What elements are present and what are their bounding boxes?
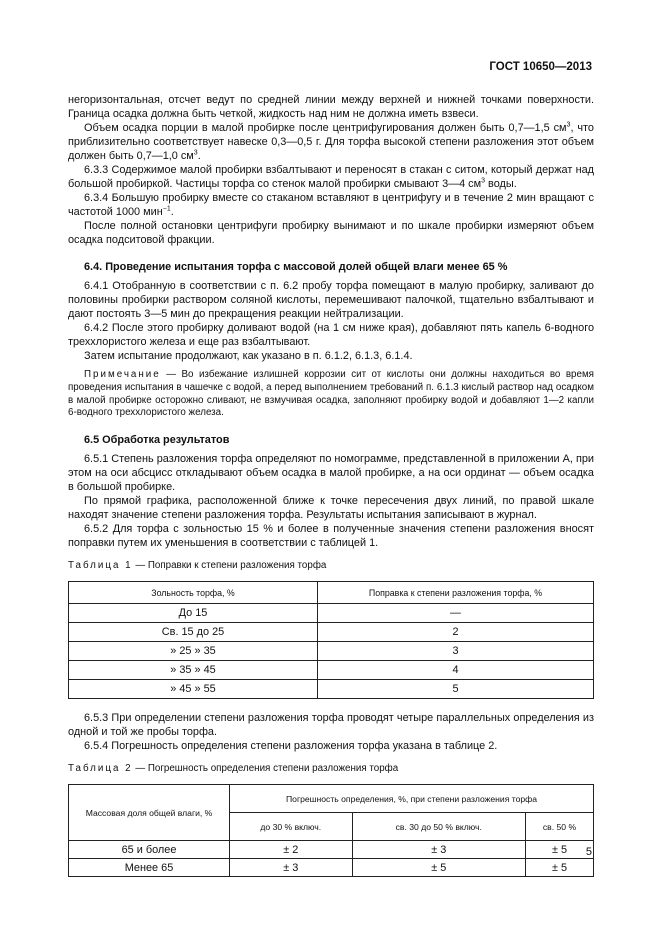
table-row — [69, 604, 594, 623]
table-row — [69, 642, 594, 661]
cell: До 15 — [69, 604, 318, 623]
table2-header-sub2: св. 30 до 50 % включ. — [352, 813, 525, 841]
document-body — [68, 93, 594, 877]
section-heading: 6.5 Обработка результатов — [84, 434, 230, 447]
paragraph: После полной остановки центрифуги пробирку вынимают и по шкале пробирки измеряют объем осадка подситовой фракции. — [68, 220, 594, 246]
paragraph: 6.5.2 Для торфа с зольностью 15 % и более в полученные значения степени разложения вносят поправки путем их уменьшения в соответствии с таблицей 1. — [68, 523, 594, 550]
paragraph: 6.4.2 После этого пробирку доливают водой (на 1 см ниже края), добавляют пять капель 6-водного треххлористого железа и еще раз взбалтывают. — [68, 322, 594, 348]
table2 — [68, 784, 594, 877]
cell: 3 — [318, 642, 594, 661]
paragraph: негоризонтальная, отсчет ведут по средней линии между верхней и нижней точками поверхности. Граница осадка должна быть четкой, жидкость над ним не должна иметь взвеси. — [68, 94, 594, 120]
paragraph: По прямой графика, расположенной ближе к точке пересечения двух линий, по правой шкале находят значение степени разложения торфа. Результаты испытания записывают в журнал. — [68, 495, 594, 522]
table-row — [69, 623, 594, 642]
table-row — [69, 859, 594, 877]
cell: — — [318, 604, 594, 623]
cell: ± 5 — [525, 841, 593, 859]
table1 — [68, 581, 594, 699]
cell: 2 — [318, 623, 594, 642]
table2-header-moisture: Массовая доля общей влаги, % — [69, 785, 230, 841]
cell: ± 5 — [352, 859, 525, 877]
cell: ± 2 — [230, 841, 353, 859]
cell: 4 — [318, 661, 594, 680]
table-row — [69, 661, 594, 680]
paragraph: 6.3.3 Содержимое малой пробирки взбалтывают и переносят в стакан с ситом, который держат над большой пробиркой. Частицы торфа со стенок малой пробирки смывают 3—4 $см^3$ воды. — [68, 164, 594, 190]
table-row — [69, 680, 594, 699]
cell: ± 5 — [525, 859, 593, 877]
page-number: 5 — [585, 846, 592, 858]
paragraph: 6.3.4 Большую пробирку вместе со стаканом вставляют в центрифугу и в течение 2 мин вращают с частотой 1000 мин$^{-1}$. — [68, 192, 594, 218]
paragraph: Затем испытание продолжают, как указано в п. 6.1.2, 6.1.3, 6.1.4. — [84, 350, 413, 362]
paragraph: Объем осадка порции в малой пробирке после центрифугирования должен быть 0,7—1,5 $см^3$, что приблизительно соответствует навеске 0,3—0,5 г. Для торфа высокой степени разложения этот объем должен быть 0,7—1,0 $см^3$. — [68, 121, 594, 162]
note: Примечание — Во избежание излишней коррозии сит от кислоты они должны находиться во время проведения испытания в чашечке с водой, а перед выполнением требований п. 6.1.3 кислый раствор над осадком в малой пробирке осторожно сливают, не взмучивая осадка, заполняют пробирку водой и добавляют 1—2 капли 6-водного треххлористого железа. — [68, 369, 594, 419]
table2-header-sub1: до 30 % включ. — [230, 813, 353, 841]
cell: 5 — [318, 680, 594, 699]
cell: » 45 » 55 — [69, 680, 318, 699]
table2-header-sub3: св. 50 % — [525, 813, 593, 841]
table2-caption: Таблица 2 — Погрешность определения степени разложения торфа — [68, 763, 399, 775]
paragraph: 6.4.1 Отобранную в соответствии с п. 6.2 пробу торфа помещают в малую пробирку, заливают до половины пробирки раствором соляной кислоты, перемешивают палочкой, тщательно взбалтывают и дают постоять 3—5 мин до прекращения реакции нейтрализации. — [68, 280, 594, 320]
cell: 65 и более — [69, 841, 230, 859]
cell: ± 3 — [230, 859, 353, 877]
table1-header-ash: Зольность торфа, % — [69, 582, 318, 604]
table2-header-group: Погрешность определения, %, при степени разложения торфа — [230, 785, 594, 813]
table1-caption: Таблица 1 — Поправки к степени разложения торфа — [68, 560, 327, 572]
cell: Менее 65 — [69, 859, 230, 877]
paragraph: 6.5.1 Степень разложения торфа определяют по номограмме, представленной в приложении А, при этом на оси абсцисс откладывают объем осадка в малой пробирке, а на оси ординат — объем осадка в большой пробирке. — [68, 453, 594, 494]
paragraph: 6.5.4 Погрешность определения степени разложения торфа указана в таблице 2. — [84, 740, 498, 753]
section-heading: 6.4. Проведение испытания торфа с массовой долей общей влаги менее 65 % — [84, 261, 508, 273]
document-code: ГОСТ 10650—2013 — [489, 61, 592, 73]
cell: ± 3 — [352, 841, 525, 859]
cell: Св. 15 до 25 — [69, 623, 318, 642]
cell: » 35 » 45 — [69, 661, 318, 680]
cell: » 25 » 35 — [69, 642, 318, 661]
table-row — [69, 841, 594, 859]
table1-header-correction: Поправка к степени разложения торфа, % — [318, 582, 594, 604]
paragraph: 6.5.3 При определении степени разложения торфа проводят четыре параллельных определения из одной и той же пробы торфа. — [68, 712, 594, 739]
